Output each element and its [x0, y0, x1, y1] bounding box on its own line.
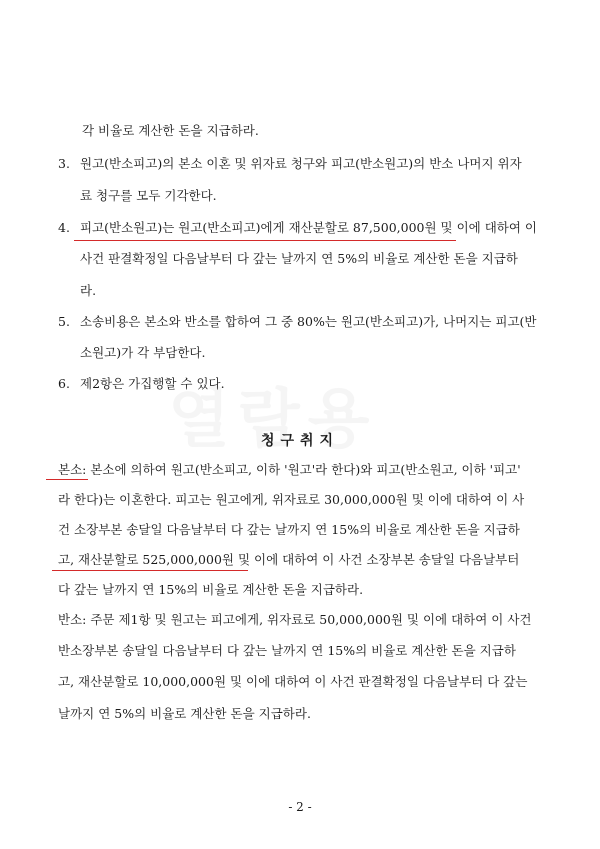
text-line: 날까지 연 5%의 비율로 계산한 돈을 지급하라. [58, 706, 311, 721]
item-number: 4. [58, 220, 70, 235]
red-underline [46, 479, 88, 480]
text-line: 피고(반소원고)는 원고(반소피고)에게 재산분할로 87,500,000원 및 이에 대하여 이 [80, 220, 537, 235]
item-number: 6. [58, 376, 70, 391]
text-line: 본소: 본소에 의하여 원고(반소피고, 이하 '원고'라 한다)와 피고(반소원고, 이하 '피고' [58, 462, 521, 477]
item-number: 5. [58, 314, 70, 329]
section-heading: 청구취지 [260, 433, 340, 449]
text-line: 다 갚는 날까지 연 15%의 비율로 계산한 돈을 지급하라. [58, 582, 364, 597]
text-line: 라 한다)는 이혼한다. 피고는 원고에게, 위자료로 30,000,000원 및 이에 대하여 이 사 [58, 492, 525, 507]
text-line: 소송비용은 본소와 반소를 합하여 그 중 80%는 원고(반소피고)가, 나머지는 피고(반 [80, 314, 537, 329]
text-line: 고, 재산분할로 10,000,000원 및 이에 대하여 이 사건 판결확정일 다음날부터 다 갚는 [58, 674, 528, 689]
item-number: 3. [58, 156, 70, 171]
text-line: 건 소장부본 송달일 다음날부터 다 갚는 날까지 연 15%의 비율로 계산한 돈을 지급하 [58, 522, 520, 537]
text-line: 료 청구를 모두 기각한다. [80, 188, 217, 203]
text-line: 원고(반소피고)의 본소 이혼 및 위자료 청구와 피고(반소원고)의 반소 나머지 위자 [80, 156, 522, 171]
text-line: 라. [80, 283, 97, 298]
text-line: 소원고)가 각 부담한다. [80, 345, 206, 360]
red-underline [52, 570, 248, 571]
text-line: 고, 재산분할로 525,000,000원 및 이에 대하여 이 사건 소장부본 송달일 다음날부터 [58, 552, 520, 567]
red-underline [74, 240, 456, 241]
page-number: - 2 - [288, 800, 312, 814]
text-line: 제2항은 가집행할 수 있다. [80, 376, 225, 391]
text-line: 반소: 주문 제1항 및 원고는 피고에게, 위자료로 50,000,000원 및 이에 대하여 이 사건 [58, 612, 532, 627]
text-line: 사건 판결확정일 다음날부터 다 갚는 날까지 연 5%의 비율로 계산한 돈을 지급하 [80, 251, 518, 266]
text-line: 각 비율로 계산한 돈을 지급하라. [82, 123, 259, 138]
text-line: 반소장부본 송달일 다음날부터 다 갚는 날까지 연 15%의 비율로 계산한 돈을 지급하 [58, 643, 516, 658]
